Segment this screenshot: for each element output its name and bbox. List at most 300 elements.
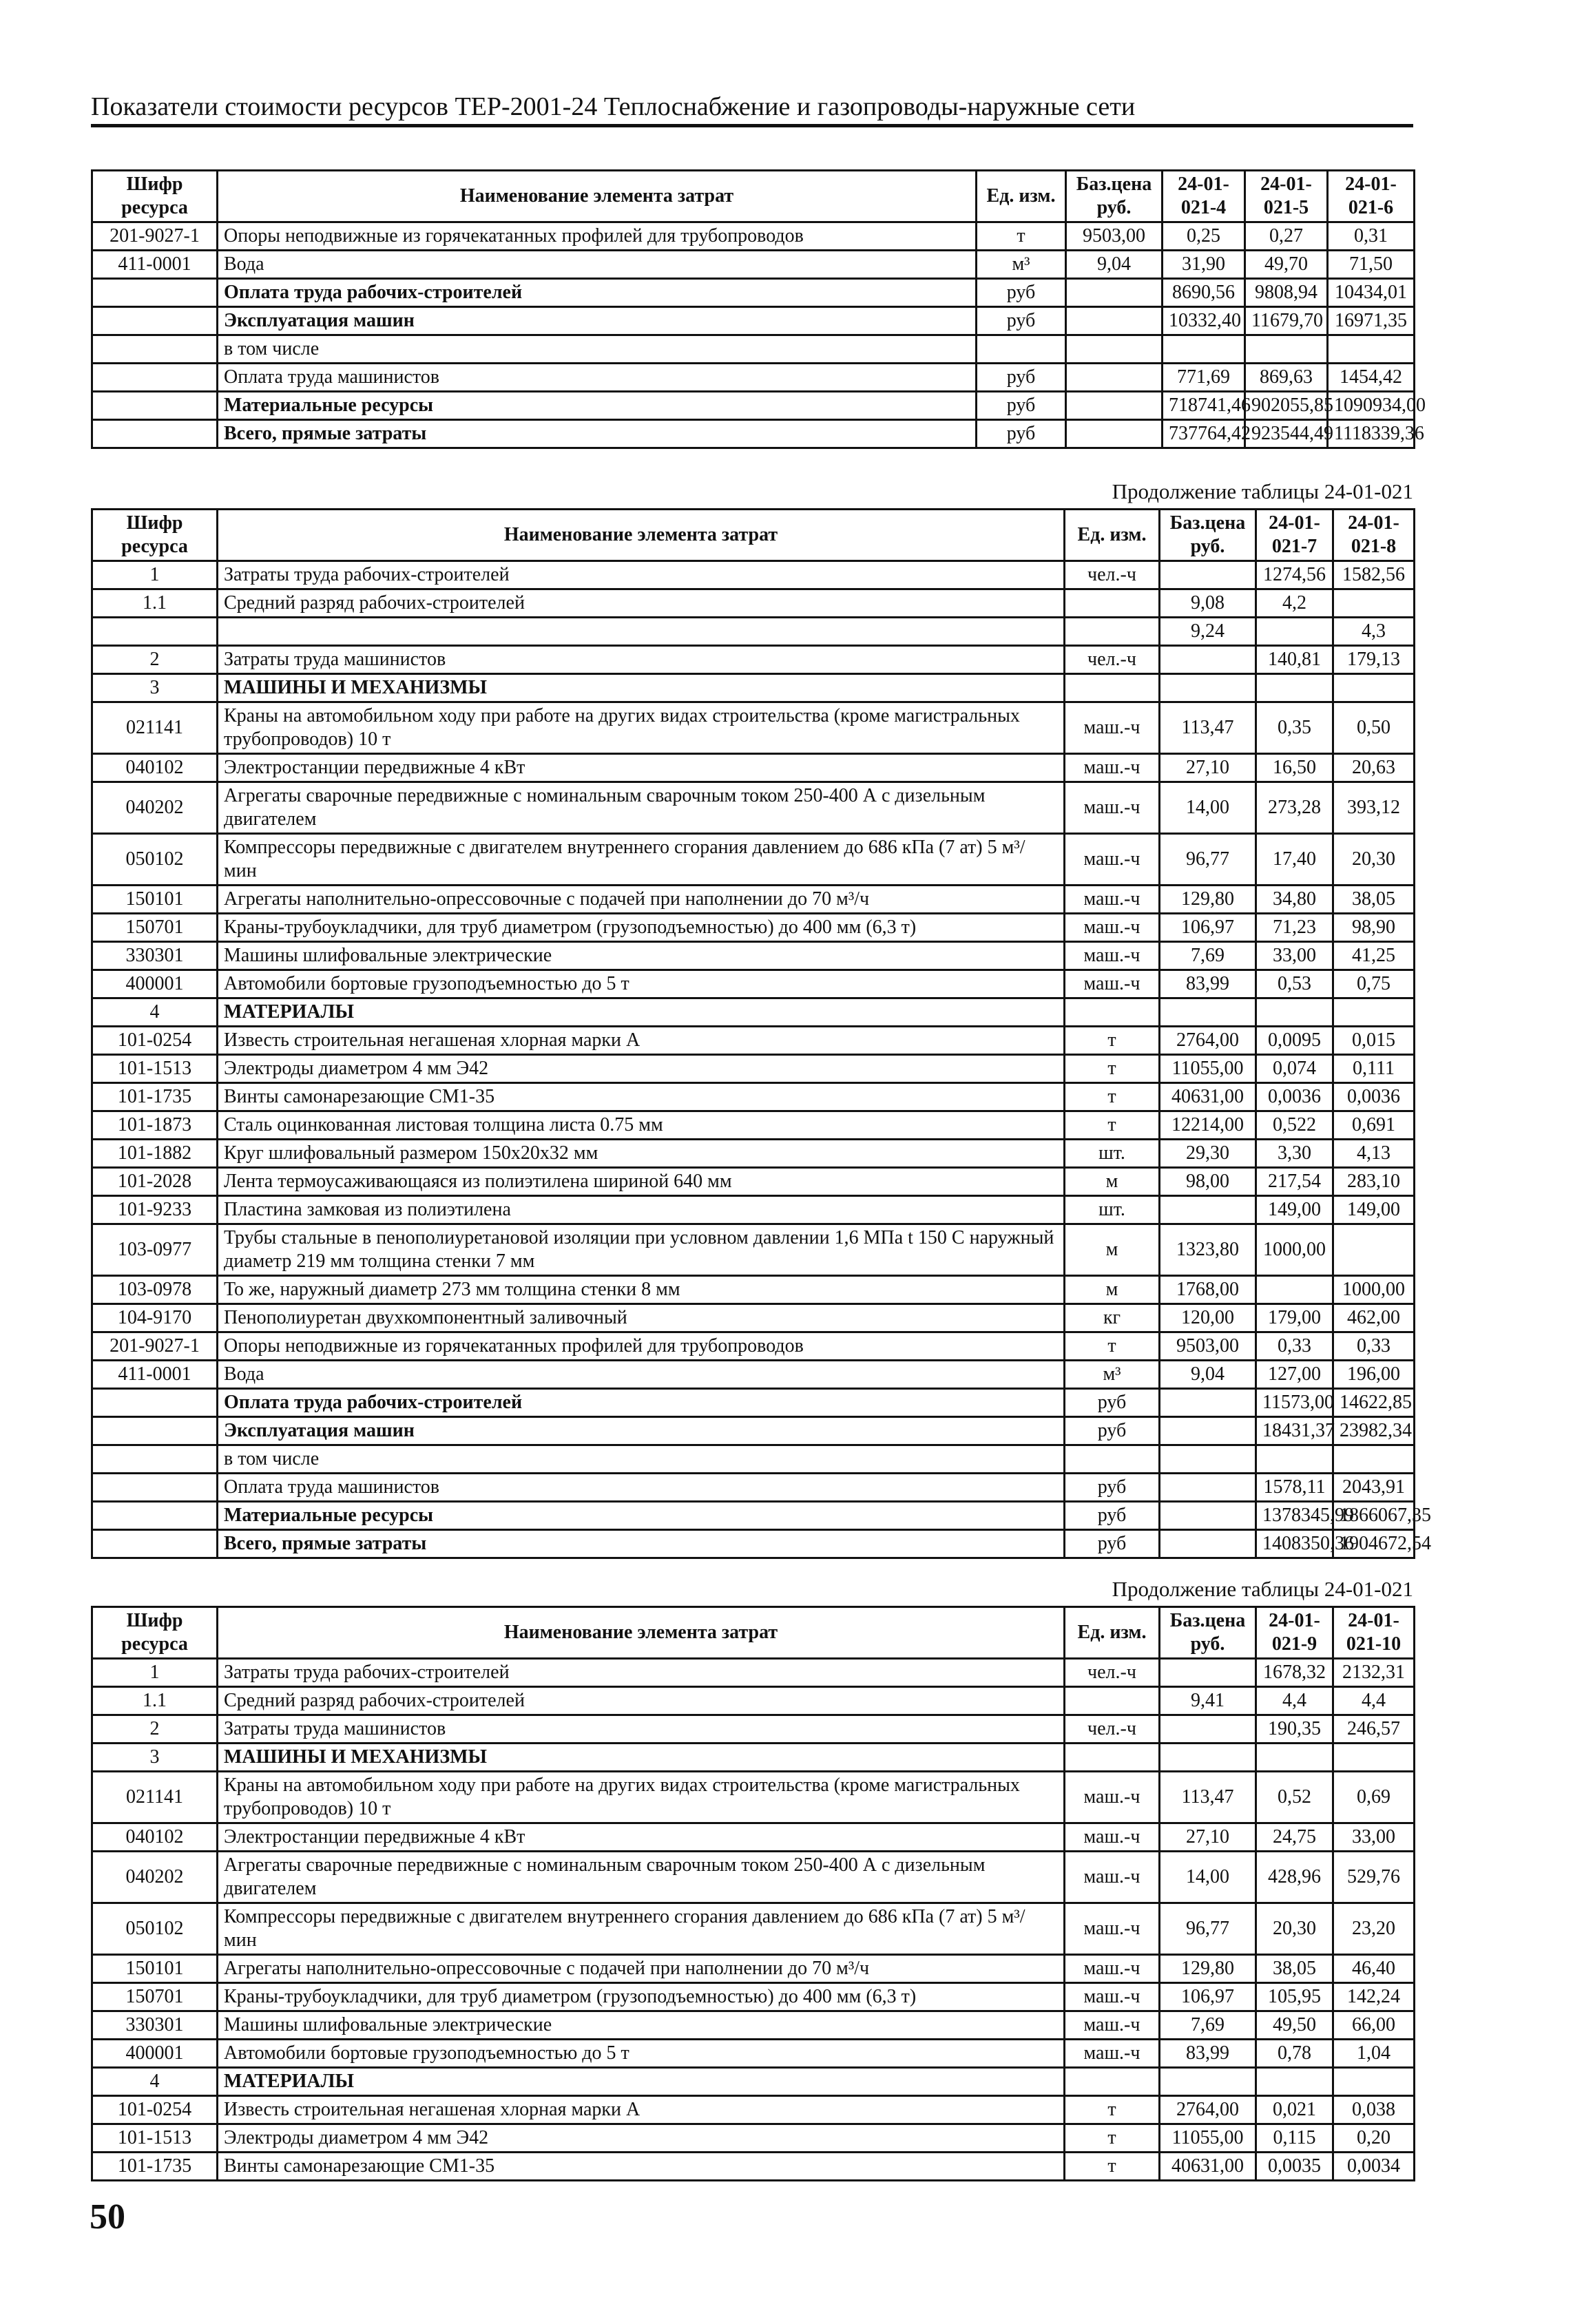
cell-name: Оплата труда рабочих-строителей bbox=[218, 1389, 1065, 1417]
cell-v1: 0,522 bbox=[1256, 1111, 1333, 1140]
cell-code: 4 bbox=[92, 998, 218, 1027]
col-header: 24-01-021-9 bbox=[1256, 1607, 1333, 1659]
cell-v3: 10434,01 bbox=[1328, 279, 1415, 307]
cell-unit: м³ bbox=[977, 251, 1066, 279]
cell-v1: 8690,56 bbox=[1163, 279, 1245, 307]
cell-code: 150101 bbox=[92, 886, 218, 914]
cost-table-3 bbox=[91, 1606, 1415, 2181]
cell-price: 14,00 bbox=[1160, 1852, 1256, 1903]
cell-v2: 0,33 bbox=[1333, 1332, 1415, 1361]
cell-name: Машины шлифовальные электрические bbox=[218, 942, 1065, 970]
cell-v2: 33,00 bbox=[1333, 1823, 1415, 1852]
cell-code bbox=[92, 364, 218, 392]
cell-name: Средний разряд рабочих-строителей bbox=[218, 1687, 1065, 1715]
cell-v1: 0,53 bbox=[1256, 970, 1333, 998]
cell-code: 050102 bbox=[92, 1903, 218, 1955]
cell-v2: 1,04 bbox=[1333, 2040, 1415, 2068]
cell-name: Машины шлифовальные электрические bbox=[218, 2011, 1065, 2040]
cell-v2: 149,00 bbox=[1333, 1196, 1415, 1224]
col-header: Наименование элемента затрат bbox=[218, 1607, 1065, 1659]
cell-unit: м bbox=[1065, 1168, 1160, 1196]
cell-v1: 140,81 bbox=[1256, 646, 1333, 674]
col-header: Наименование элемента затрат bbox=[218, 510, 1065, 561]
cell-v1: 1408350,36 bbox=[1256, 1530, 1333, 1558]
table-row bbox=[92, 1417, 1415, 1445]
col-header: 24-01-021-10 bbox=[1333, 1607, 1415, 1659]
cell-unit bbox=[977, 335, 1066, 364]
cell-price: 9,04 bbox=[1160, 1361, 1256, 1389]
cell-v2 bbox=[1245, 335, 1328, 364]
cell-unit: маш.-ч bbox=[1065, 970, 1160, 998]
cell-name: Средний разряд рабочих-строителей bbox=[218, 589, 1065, 618]
cell-name: МАШИНЫ И МЕХАНИЗМЫ bbox=[218, 1744, 1065, 1772]
cell-v2: 1582,56 bbox=[1333, 561, 1415, 589]
cell-unit: руб bbox=[977, 420, 1066, 448]
cell-code: 101-1882 bbox=[92, 1140, 218, 1168]
cell-name: Краны на автомобильном ходу при работе на других видах строительства (кроме магистральных трубопроводов) 10 т bbox=[218, 1772, 1065, 1823]
table-row bbox=[92, 1823, 1415, 1852]
table-row bbox=[92, 2011, 1415, 2040]
table-row bbox=[92, 702, 1415, 754]
cell-name: Компрессоры передвижные с двигателем внутреннего сгорания давлением до 686 кПа (7 ат) 5 м³/мин bbox=[218, 1903, 1065, 1955]
page-header: Показатели стоимости ресурсов ТЕР-2001-24 Теплоснабжение и газопроводы-наружные сети bbox=[91, 92, 1136, 121]
cell-unit: маш.-ч bbox=[1065, 1772, 1160, 1823]
cell-price bbox=[1160, 1715, 1256, 1744]
table-row bbox=[92, 1744, 1415, 1772]
cell-name: Опоры неподвижные из горячекатанных профилей для трубопроводов bbox=[218, 1332, 1065, 1361]
cell-price: 120,00 bbox=[1160, 1304, 1256, 1332]
table-row bbox=[92, 2153, 1415, 2181]
table-row bbox=[92, 2068, 1415, 2096]
cell-v1: 1578,11 bbox=[1256, 1474, 1333, 1502]
table-row bbox=[92, 998, 1415, 1027]
table-row bbox=[92, 364, 1415, 392]
table-caption: Продолжение таблицы 24-01-021 bbox=[1112, 1577, 1413, 1601]
cell-unit: маш.-ч bbox=[1065, 702, 1160, 754]
table-row bbox=[92, 1389, 1415, 1417]
col-header: Ед. изм. bbox=[1065, 1607, 1160, 1659]
table-header-row bbox=[92, 510, 1415, 561]
table-row bbox=[92, 1659, 1415, 1687]
cell-unit bbox=[1065, 998, 1160, 1027]
cell-code: 050102 bbox=[92, 834, 218, 886]
cell-name: Оплата труда машинистов bbox=[218, 364, 977, 392]
cell-price bbox=[1160, 561, 1256, 589]
cell-price: 129,80 bbox=[1160, 1955, 1256, 1983]
cell-v2: 0,0034 bbox=[1333, 2153, 1415, 2181]
cell-name: Агрегаты сварочные передвижные с номинальным сварочным током 250-400 А с дизельным двигателем bbox=[218, 782, 1065, 834]
table-row bbox=[92, 1224, 1415, 1276]
cell-price: 96,77 bbox=[1160, 834, 1256, 886]
col-header: Шифр ресурса bbox=[92, 1607, 218, 1659]
cell-unit: маш.-ч bbox=[1065, 914, 1160, 942]
cell-v2: 46,40 bbox=[1333, 1955, 1415, 1983]
cell-code: 104-9170 bbox=[92, 1304, 218, 1332]
table-row bbox=[92, 1055, 1415, 1083]
cell-v1: 49,50 bbox=[1256, 2011, 1333, 2040]
col-header: Ед. изм. bbox=[1065, 510, 1160, 561]
cell-v2: 23,20 bbox=[1333, 1903, 1415, 1955]
cell-unit bbox=[1065, 1445, 1160, 1474]
cell-v2: 142,24 bbox=[1333, 1983, 1415, 2011]
cell-code: 1 bbox=[92, 561, 218, 589]
cell-code: 201-9027-1 bbox=[92, 1332, 218, 1361]
cell-v2: 49,70 bbox=[1245, 251, 1328, 279]
cell-v3 bbox=[1328, 335, 1415, 364]
cell-v1: 0,52 bbox=[1256, 1772, 1333, 1823]
cell-price bbox=[1160, 1417, 1256, 1445]
cell-v2: 393,12 bbox=[1333, 782, 1415, 834]
table-row bbox=[92, 2124, 1415, 2153]
cell-name: Затраты труда машинистов bbox=[218, 646, 1065, 674]
cell-price: 11055,00 bbox=[1160, 1055, 1256, 1083]
cell-unit: руб bbox=[1065, 1502, 1160, 1530]
table-row bbox=[92, 1168, 1415, 1196]
table-row bbox=[92, 1361, 1415, 1389]
cell-code bbox=[92, 392, 218, 420]
cell-v1: 190,35 bbox=[1256, 1715, 1333, 1744]
cell-code: 400001 bbox=[92, 2040, 218, 2068]
cell-v1: 273,28 bbox=[1256, 782, 1333, 834]
cell-v1 bbox=[1163, 335, 1245, 364]
cell-code: 330301 bbox=[92, 2011, 218, 2040]
cell-v1 bbox=[1256, 1276, 1333, 1304]
cell-price: 106,97 bbox=[1160, 1983, 1256, 2011]
col-header: 24-01-021-4 bbox=[1163, 171, 1245, 222]
cell-code bbox=[92, 1530, 218, 1558]
table-row bbox=[92, 1772, 1415, 1823]
cell-unit: руб bbox=[977, 392, 1066, 420]
cell-code: 101-0254 bbox=[92, 2096, 218, 2124]
cell-v2 bbox=[1333, 589, 1415, 618]
cell-v2: 23982,34 bbox=[1333, 1417, 1415, 1445]
table-row bbox=[92, 618, 1415, 646]
cell-v3: 16971,35 bbox=[1328, 307, 1415, 335]
table-row bbox=[92, 279, 1415, 307]
cell-v2: 0,0036 bbox=[1333, 1083, 1415, 1111]
cell-unit: руб bbox=[977, 279, 1066, 307]
table-row bbox=[92, 589, 1415, 618]
cell-v2 bbox=[1333, 1224, 1415, 1276]
cell-code bbox=[92, 279, 218, 307]
cell-v2: 9808,94 bbox=[1245, 279, 1328, 307]
cell-code: 1 bbox=[92, 1659, 218, 1687]
cell-code: 101-0254 bbox=[92, 1027, 218, 1055]
cell-v2: 20,30 bbox=[1333, 834, 1415, 886]
cell-price bbox=[1066, 392, 1163, 420]
cell-name: Всего, прямые затраты bbox=[218, 420, 977, 448]
table-row bbox=[92, 1687, 1415, 1715]
cell-v1: 0,25 bbox=[1163, 222, 1245, 251]
cell-name: МАТЕРИАЛЫ bbox=[218, 2068, 1065, 2096]
cell-v1: 0,0095 bbox=[1256, 1027, 1333, 1055]
col-header: Наименование элемента затрат bbox=[218, 171, 977, 222]
cell-price: 113,47 bbox=[1160, 1772, 1256, 1823]
cell-v1: 718741,46 bbox=[1163, 392, 1245, 420]
page-number: 50 bbox=[90, 2197, 125, 2237]
cell-v2: 0,27 bbox=[1245, 222, 1328, 251]
cell-code: 411-0001 bbox=[92, 251, 218, 279]
table-row bbox=[92, 942, 1415, 970]
col-header: Ед. изм. bbox=[977, 171, 1066, 222]
cell-v1 bbox=[1256, 1445, 1333, 1474]
cell-price: 27,10 bbox=[1160, 1823, 1256, 1852]
cell-name: Известь строительная негашеная хлорная марки А bbox=[218, 2096, 1065, 2124]
cell-name: МАТЕРИАЛЫ bbox=[218, 998, 1065, 1027]
cell-unit: чел.-ч bbox=[1065, 646, 1160, 674]
cell-v1: 0,33 bbox=[1256, 1332, 1333, 1361]
cell-price: 9,24 bbox=[1160, 618, 1256, 646]
cell-v1: 428,96 bbox=[1256, 1852, 1333, 1903]
table-header-row bbox=[92, 171, 1415, 222]
cell-name: Пенополиуретан двухкомпонентный заливочный bbox=[218, 1304, 1065, 1332]
cell-unit: маш.-ч bbox=[1065, 782, 1160, 834]
cell-code: 411-0001 bbox=[92, 1361, 218, 1389]
cell-name: Эксплуатация машин bbox=[218, 1417, 1065, 1445]
cell-unit: т bbox=[1065, 1055, 1160, 1083]
cell-unit bbox=[1065, 2068, 1160, 2096]
cell-unit: руб bbox=[1065, 1417, 1160, 1445]
col-header: Шифр ресурса bbox=[92, 510, 218, 561]
table-row bbox=[92, 1083, 1415, 1111]
table-row bbox=[92, 1502, 1415, 1530]
cell-price bbox=[1160, 1744, 1256, 1772]
cell-unit: чел.-ч bbox=[1065, 1715, 1160, 1744]
cell-v2: 1866067,35 bbox=[1333, 1502, 1415, 1530]
cell-price: 9,04 bbox=[1066, 251, 1163, 279]
cell-name: Электростанции передвижные 4 кВт bbox=[218, 1823, 1065, 1852]
cell-unit: чел.-ч bbox=[1065, 561, 1160, 589]
cell-v2: 2132,31 bbox=[1333, 1659, 1415, 1687]
cell-v1: 149,00 bbox=[1256, 1196, 1333, 1224]
cell-name: Электростанции передвижные 4 кВт bbox=[218, 754, 1065, 782]
cell-code: 040202 bbox=[92, 782, 218, 834]
cell-price: 27,10 bbox=[1160, 754, 1256, 782]
cell-price bbox=[1160, 646, 1256, 674]
cell-v1: 771,69 bbox=[1163, 364, 1245, 392]
cost-table-1 bbox=[91, 169, 1426, 449]
cell-v3: 71,50 bbox=[1328, 251, 1415, 279]
cell-code: 103-0978 bbox=[92, 1276, 218, 1304]
cell-price: 40631,00 bbox=[1160, 2153, 1256, 2181]
cell-price: 7,69 bbox=[1160, 942, 1256, 970]
cell-name: Трубы стальные в пенополиуретановой изоляции при условном давлении 1,6 МПа t 150 С наружный диаметр 219 мм толщина стенки 7 мм bbox=[218, 1224, 1065, 1276]
cell-v3: 1090934,00 bbox=[1328, 392, 1415, 420]
cell-price: 29,30 bbox=[1160, 1140, 1256, 1168]
cell-v1: 33,00 bbox=[1256, 942, 1333, 970]
cell-v1: 217,54 bbox=[1256, 1168, 1333, 1196]
cell-v2: 0,50 bbox=[1333, 702, 1415, 754]
cell-code: 040202 bbox=[92, 1852, 218, 1903]
cell-v2 bbox=[1333, 2068, 1415, 2096]
cell-unit bbox=[1065, 674, 1160, 702]
cell-unit: кг bbox=[1065, 1304, 1160, 1332]
cell-unit: м bbox=[1065, 1276, 1160, 1304]
cell-price: 9503,00 bbox=[1066, 222, 1163, 251]
cell-code bbox=[92, 1445, 218, 1474]
cell-price: 7,69 bbox=[1160, 2011, 1256, 2040]
cell-price bbox=[1160, 1445, 1256, 1474]
table-row bbox=[92, 2040, 1415, 2068]
cell-code bbox=[92, 1502, 218, 1530]
cell-code: 101-9233 bbox=[92, 1196, 218, 1224]
cell-v2: 20,63 bbox=[1333, 754, 1415, 782]
cell-price bbox=[1160, 998, 1256, 1027]
cell-name: МАШИНЫ И МЕХАНИЗМЫ bbox=[218, 674, 1065, 702]
cell-v2: 462,00 bbox=[1333, 1304, 1415, 1332]
cell-v1: 127,00 bbox=[1256, 1361, 1333, 1389]
header-rule bbox=[91, 124, 1413, 127]
table-row bbox=[92, 420, 1415, 448]
table-row bbox=[92, 674, 1415, 702]
cell-code bbox=[92, 1474, 218, 1502]
cell-name: Оплата труда рабочих-строителей bbox=[218, 279, 977, 307]
cell-name: Краны-трубоукладчики, для труб диаметром (грузоподъемностью) до 400 мм (6,3 т) bbox=[218, 1983, 1065, 2011]
cell-v1: 1274,56 bbox=[1256, 561, 1333, 589]
cell-name: Винты самонарезающие СМ1-35 bbox=[218, 2153, 1065, 2181]
cell-unit: шт. bbox=[1065, 1140, 1160, 1168]
cell-unit: маш.-ч bbox=[1065, 886, 1160, 914]
cell-unit: т bbox=[1065, 1083, 1160, 1111]
cell-price: 98,00 bbox=[1160, 1168, 1256, 1196]
cell-price bbox=[1160, 674, 1256, 702]
cell-price bbox=[1066, 279, 1163, 307]
cell-v1: 0,78 bbox=[1256, 2040, 1333, 2068]
cell-v1: 1378345,99 bbox=[1256, 1502, 1333, 1530]
cell-unit: т bbox=[1065, 2096, 1160, 2124]
table-row bbox=[92, 754, 1415, 782]
cell-code: 150701 bbox=[92, 914, 218, 942]
cell-v1 bbox=[1256, 2068, 1333, 2096]
cell-name: Электроды диаметром 4 мм Э42 bbox=[218, 1055, 1065, 1083]
cell-unit: т bbox=[977, 222, 1066, 251]
col-header: Баз.цена руб. bbox=[1160, 510, 1256, 561]
cell-code: 330301 bbox=[92, 942, 218, 970]
cell-unit: маш.-ч bbox=[1065, 1903, 1160, 1955]
cell-code bbox=[92, 618, 218, 646]
cell-name: Круг шлифовальный размером 150х20х32 мм bbox=[218, 1140, 1065, 1168]
cell-v2: 4,3 bbox=[1333, 618, 1415, 646]
cell-v2: 283,10 bbox=[1333, 1168, 1415, 1196]
cell-unit: маш.-ч bbox=[1065, 1823, 1160, 1852]
cell-unit: руб bbox=[1065, 1530, 1160, 1558]
table-row bbox=[92, 1474, 1415, 1502]
cell-name: в том числе bbox=[218, 1445, 1065, 1474]
cell-v1: 24,75 bbox=[1256, 1823, 1333, 1852]
cell-code: 400001 bbox=[92, 970, 218, 998]
cell-code: 2 bbox=[92, 646, 218, 674]
cell-v1: 179,00 bbox=[1256, 1304, 1333, 1332]
cell-v3: 1118339,36 bbox=[1328, 420, 1415, 448]
cell-price: 9,08 bbox=[1160, 589, 1256, 618]
cell-unit: т bbox=[1065, 1111, 1160, 1140]
table-row bbox=[92, 886, 1415, 914]
cell-price bbox=[1066, 335, 1163, 364]
cell-name: Агрегаты сварочные передвижные с номинальным сварочным током 250-400 А с дизельным двигателем bbox=[218, 1852, 1065, 1903]
cell-code: 1.1 bbox=[92, 1687, 218, 1715]
cell-v2: 14622,85 bbox=[1333, 1389, 1415, 1417]
table-row bbox=[92, 561, 1415, 589]
cell-name: Винты самонарезающие СМ1-35 bbox=[218, 1083, 1065, 1111]
cell-code: 101-1513 bbox=[92, 1055, 218, 1083]
cell-code: 2 bbox=[92, 1715, 218, 1744]
cell-v2: 1904672,54 bbox=[1333, 1530, 1415, 1558]
cell-v2 bbox=[1333, 1445, 1415, 1474]
cell-v2 bbox=[1333, 674, 1415, 702]
cell-code: 201-9027-1 bbox=[92, 222, 218, 251]
cell-name: в том числе bbox=[218, 335, 977, 364]
cell-unit: т bbox=[1065, 1027, 1160, 1055]
col-header: 24-01-021-6 bbox=[1328, 171, 1415, 222]
cell-v1: 10332,40 bbox=[1163, 307, 1245, 335]
cell-v2: 38,05 bbox=[1333, 886, 1415, 914]
cell-price bbox=[1066, 420, 1163, 448]
cell-name: Затраты труда машинистов bbox=[218, 1715, 1065, 1744]
cell-price: 83,99 bbox=[1160, 2040, 1256, 2068]
table-row bbox=[92, 914, 1415, 942]
cell-code bbox=[92, 335, 218, 364]
cell-v3: 1454,42 bbox=[1328, 364, 1415, 392]
cell-v2: 0,015 bbox=[1333, 1027, 1415, 1055]
cell-unit: т bbox=[1065, 2124, 1160, 2153]
cell-unit: шт. bbox=[1065, 1196, 1160, 1224]
cell-code bbox=[92, 1417, 218, 1445]
cell-code: 3 bbox=[92, 1744, 218, 1772]
table-row bbox=[92, 1955, 1415, 1983]
cell-unit: руб bbox=[977, 307, 1066, 335]
table-row bbox=[92, 392, 1415, 420]
col-header: 24-01-021-7 bbox=[1256, 510, 1333, 561]
cell-code bbox=[92, 1389, 218, 1417]
cell-price: 40631,00 bbox=[1160, 1083, 1256, 1111]
cell-v1: 71,23 bbox=[1256, 914, 1333, 942]
cell-v1: 11573,00 bbox=[1256, 1389, 1333, 1417]
cell-unit: маш.-ч bbox=[1065, 1983, 1160, 2011]
cell-name: Оплата труда машинистов bbox=[218, 1474, 1065, 1502]
table-caption: Продолжение таблицы 24-01-021 bbox=[1112, 479, 1413, 503]
cell-price: 2764,00 bbox=[1160, 1027, 1256, 1055]
cell-name: Вода bbox=[218, 1361, 1065, 1389]
cell-v1: 31,90 bbox=[1163, 251, 1245, 279]
cell-name: Эксплуатация машин bbox=[218, 307, 977, 335]
cell-name: Материальные ресурсы bbox=[218, 1502, 1065, 1530]
cell-v2: 1000,00 bbox=[1333, 1276, 1415, 1304]
cell-code: 021141 bbox=[92, 1772, 218, 1823]
cell-price: 129,80 bbox=[1160, 886, 1256, 914]
table-row bbox=[92, 1530, 1415, 1558]
cell-name: Пластина замковая из полиэтилена bbox=[218, 1196, 1065, 1224]
cell-unit: м bbox=[1065, 1224, 1160, 1276]
cell-v1: 4,4 bbox=[1256, 1687, 1333, 1715]
cell-v1: 0,0035 bbox=[1256, 2153, 1333, 2181]
cell-v1: 0,35 bbox=[1256, 702, 1333, 754]
cell-code: 101-2028 bbox=[92, 1168, 218, 1196]
cell-unit: маш.-ч bbox=[1065, 942, 1160, 970]
table-row bbox=[92, 1027, 1415, 1055]
cell-price: 2764,00 bbox=[1160, 2096, 1256, 2124]
cell-v1: 0,074 bbox=[1256, 1055, 1333, 1083]
col-header: 24-01-021-8 bbox=[1333, 510, 1415, 561]
cell-v1: 17,40 bbox=[1256, 834, 1333, 886]
cell-name: Электроды диаметром 4 мм Э42 bbox=[218, 2124, 1065, 2153]
cell-v2: 66,00 bbox=[1333, 2011, 1415, 2040]
cell-code: 150701 bbox=[92, 1983, 218, 2011]
cell-name: Известь строительная негашеная хлорная марки А bbox=[218, 1027, 1065, 1055]
cell-code: 103-0977 bbox=[92, 1224, 218, 1276]
cell-price: 1323,80 bbox=[1160, 1224, 1256, 1276]
table-row bbox=[92, 646, 1415, 674]
cell-name: Материальные ресурсы bbox=[218, 392, 977, 420]
